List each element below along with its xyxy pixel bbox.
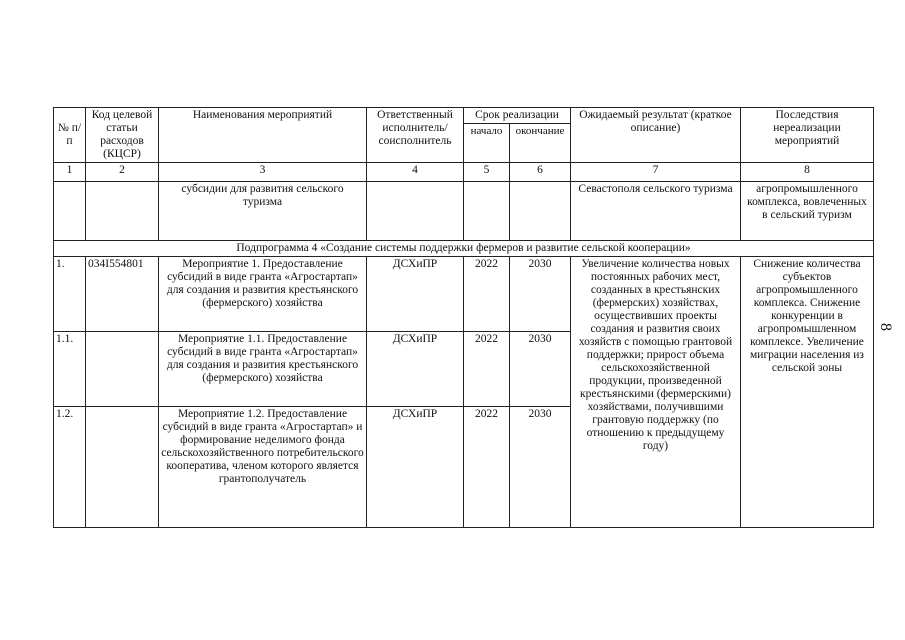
page-number: 8	[877, 323, 894, 331]
column-number: 3	[159, 163, 367, 182]
row-num: 1.	[54, 257, 86, 332]
column-number: 2	[86, 163, 159, 182]
row-end: 2030	[510, 332, 571, 407]
header-consequence: Последствия нереализации мероприятий	[741, 108, 874, 163]
row-num: 1.1.	[54, 332, 86, 407]
header-code: Код целевой статьи расходов (КЦСР)	[86, 108, 159, 163]
column-number: 7	[571, 163, 741, 182]
header-period: Срок реализации	[464, 108, 571, 124]
cell-empty	[54, 182, 86, 241]
column-number: 5	[464, 163, 510, 182]
subprogram-row	[54, 241, 874, 257]
row-executor: ДСХиПР	[367, 407, 464, 528]
header-start: начало	[464, 124, 510, 163]
continuation-consequence: агропромышленного комплекса, вовлеченных в сельский туризм	[741, 182, 874, 241]
row-code: 034I554801	[86, 257, 159, 332]
column-number: 4	[367, 163, 464, 182]
row-code	[86, 407, 159, 528]
document-page	[53, 107, 874, 528]
header-row	[54, 108, 874, 124]
column-number: 8	[741, 163, 874, 182]
row-end: 2030	[510, 257, 571, 332]
row-start: 2022	[464, 332, 510, 407]
column-numbers-row	[54, 163, 874, 182]
continuation-name: субсидии для развития сельского туризма	[159, 182, 367, 241]
subprogram-title: Подпрограмма 4 «Создание системы поддержки фермеров и развитие сельской кооперации»	[54, 241, 874, 257]
header-end: окончание	[510, 124, 571, 163]
activities-table	[53, 107, 874, 528]
column-number: 1	[54, 163, 86, 182]
merged-consequence: Снижение количества субъектов агропромышленного комплекса. Снижение конкуренции в агропромышленном комплексе. Увеличение миграции населения из сельской зоны	[741, 257, 874, 528]
table-row	[54, 257, 874, 332]
cell-empty	[510, 182, 571, 241]
column-number: 6	[510, 163, 571, 182]
row-executor: ДСХиПР	[367, 257, 464, 332]
header-num: № п/п	[54, 108, 86, 163]
cell-empty	[367, 182, 464, 241]
row-start: 2022	[464, 407, 510, 528]
continuation-result: Севастополя сельского туризма	[571, 182, 741, 241]
header-name: Наименования мероприятий	[159, 108, 367, 163]
row-end: 2030	[510, 407, 571, 528]
continuation-row	[54, 182, 874, 241]
row-code	[86, 332, 159, 407]
header-result: Ожидаемый результат (краткое описание)	[571, 108, 741, 163]
row-executor: ДСХиПР	[367, 332, 464, 407]
row-name: Мероприятие 1.1. Предоставление субсидий в виде гранта «Агростартап» для создания и развития крестьянского (фермерского) хозяйства	[159, 332, 367, 407]
merged-result: Увеличение количества новых постоянных рабочих мест, созданных в крестьянских (фермерских) хозяйствах, осуществивших проекты создания и развития своих хозяйств с помощью грантовой поддержки; прирост объема сельскохозяйственной продукции, произведенной крестьянскими (фермерскими) хозяйствами, получившими грантовую поддержку (по отношению к предыдущему году)	[571, 257, 741, 528]
cell-empty	[86, 182, 159, 241]
cell-empty	[464, 182, 510, 241]
row-name: Мероприятие 1.2. Предоставление субсидий в виде гранта «Агростартап» и формирование неделимого фонда сельскохозяйственного потребительского кооператива, членом которого является грантополучатель	[159, 407, 367, 528]
header-executor: Ответственный исполнитель/ соисполнитель	[367, 108, 464, 163]
row-name: Мероприятие 1. Предоставление субсидий в виде гранта «Агростартап» для создания и развития крестьянского (фермерского) хозяйства	[159, 257, 367, 332]
row-num: 1.2.	[54, 407, 86, 528]
row-start: 2022	[464, 257, 510, 332]
